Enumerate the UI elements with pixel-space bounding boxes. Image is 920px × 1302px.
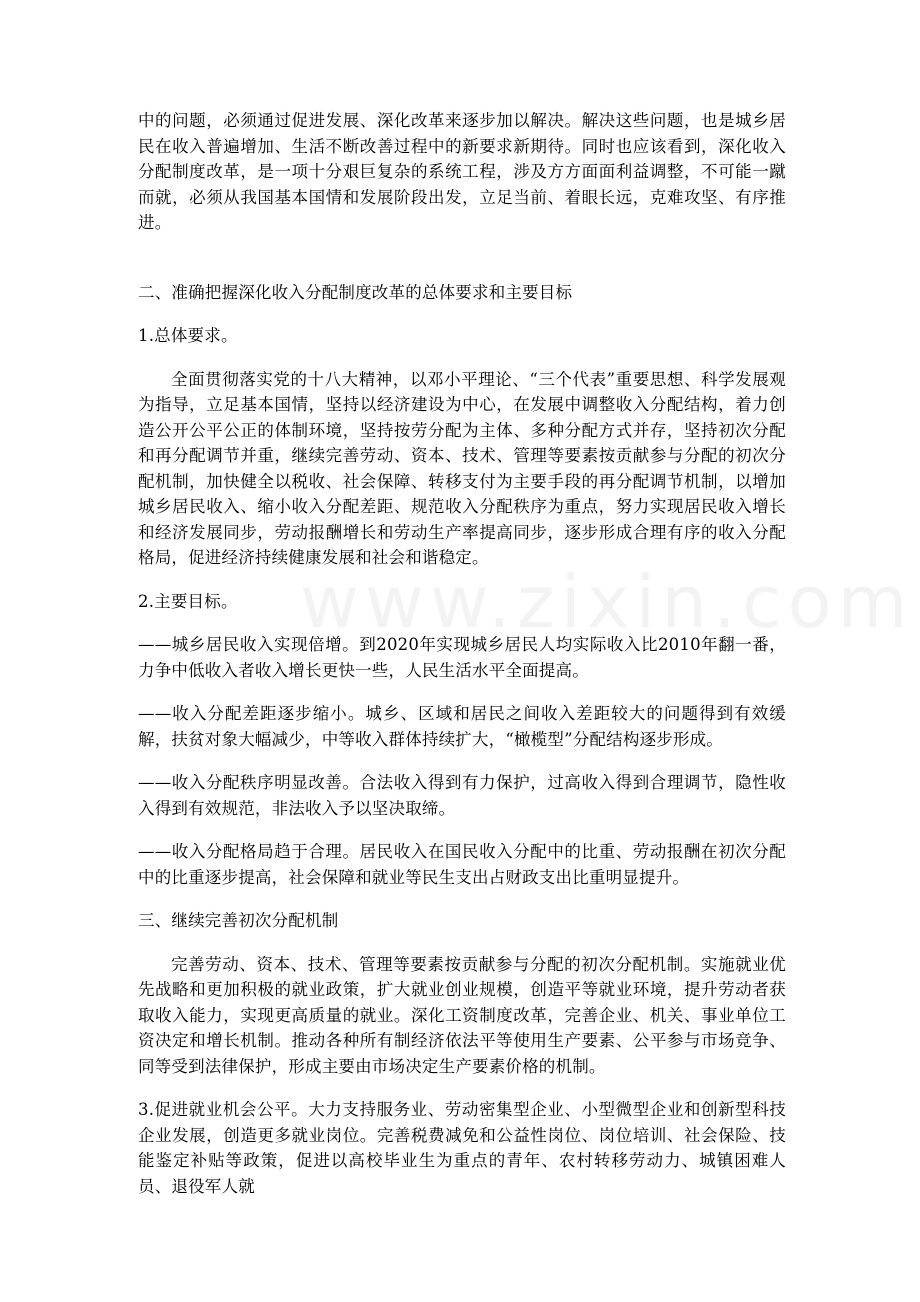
paragraph-initial-distribution: 完善劳动、资本、技术、管理等要素按贡献参与分配的初次分配机制。实施就业优先战略和更加积极的就业政策，扩大就业创业规模，创造平等就业环境，提升劳动者获取收入能力，实现更高质量的就业。深化工资制度改革，完善企业、机关、事业单位工资决定和增长机制。推动各种所有制经济依法平等使用生产要素、公平参与市场竞争、同等受到法律保护，形成主要由市场决定生产要素价格的机制。 bbox=[138, 954, 786, 1076]
section-heading-2: 二、准确把握深化收入分配制度改革的总体要求和主要目标 bbox=[138, 282, 573, 302]
paragraph-overall-requirements: 全面贯彻落实党的十八大精神，以邓小平理论、“三个代表”重要思想、科学发展观为指导，立足基本国情，坚持以经济建设为中心，在发展中调整收入分配结构，着力创造公开公平公正的体制环境，坚持按劳分配为主体、多种分配方式并存，坚持初次分配和再分配调节并重，继续完善劳动、资本、技术、管理等要素按贡献参与分配的初次分配机制，加快健全以税收、社会保障、转移支付为主要手段的再分配调节机制，以增加城乡居民收入、缩小收入分配差距、规范收入分配秩序为重点，努力实现居民收入增长和经济发展同步，劳动报酬增长和劳动生产率提高同步，逐步形成合理有序的收入分配格局，促进经济持续健康发展和社会和谐稳定。 bbox=[138, 369, 786, 567]
goal-item-2: ——收入分配差距逐步缩小。城乡、区域和居民之间收入差距较大的问题得到有效缓解，扶贫对象大幅减少，中等收入群体持续扩大，“橄榄型”分配结构逐步形成。 bbox=[138, 704, 786, 749]
section-heading-3: 三、继续完善初次分配机制 bbox=[138, 911, 339, 930]
subheading-overall-requirements: 1.总体要求。 bbox=[138, 326, 238, 345]
document-body bbox=[138, 108, 786, 1199]
subheading-main-goals: 2.主要目标。 bbox=[138, 591, 238, 611]
paragraph-employment-fairness: 3.促进就业机会公平。大力支持服务业、劳动密集型企业、小型微型企业和创新型科技企业发展，创造更多就业岗位。完善税费减免和公益性岗位、岗位培训、社会保险、技能鉴定补贴等政策，促进以高校毕业生为重点的青年、农村转移劳动力、城镇困难人员、退役军人就 bbox=[138, 1100, 786, 1196]
goal-item-4: ——收入分配格局趋于合理。居民收入在国民收入分配中的比重、劳动报酬在初次分配中的比重逐步提高，社会保障和就业等民生支出占财政支出比重明显提升。 bbox=[138, 842, 786, 887]
goal-item-3: ——收入分配秩序明显改善。合法收入得到有力保护，过高收入得到合理调节，隐性收入得到有效规范，非法收入予以坚决取缔。 bbox=[138, 773, 786, 818]
goal-item-1: ——城乡居民收入实现倍增。到2020年实现城乡居民人均实际收入比2010年翻一番，力争中低收入者收入增长更快一些，人民生活水平全面提高。 bbox=[138, 635, 786, 680]
paragraph-intro-continued: 中的问题，必须通过促进发展、深化改革来逐步加以解决。解决这些问题，也是城乡居民在收入普遍增加、生活不断改善过程中的新要求新期待。同时也应该看到，深化收入分配制度改革，是一项十分艰巨复杂的系统工程，涉及方方面面利益调整，不可能一蹴而就，必须从我国基本国情和发展阶段出发，立足当前、着眼长远，克难攻坚、有序推进。 bbox=[138, 111, 786, 232]
